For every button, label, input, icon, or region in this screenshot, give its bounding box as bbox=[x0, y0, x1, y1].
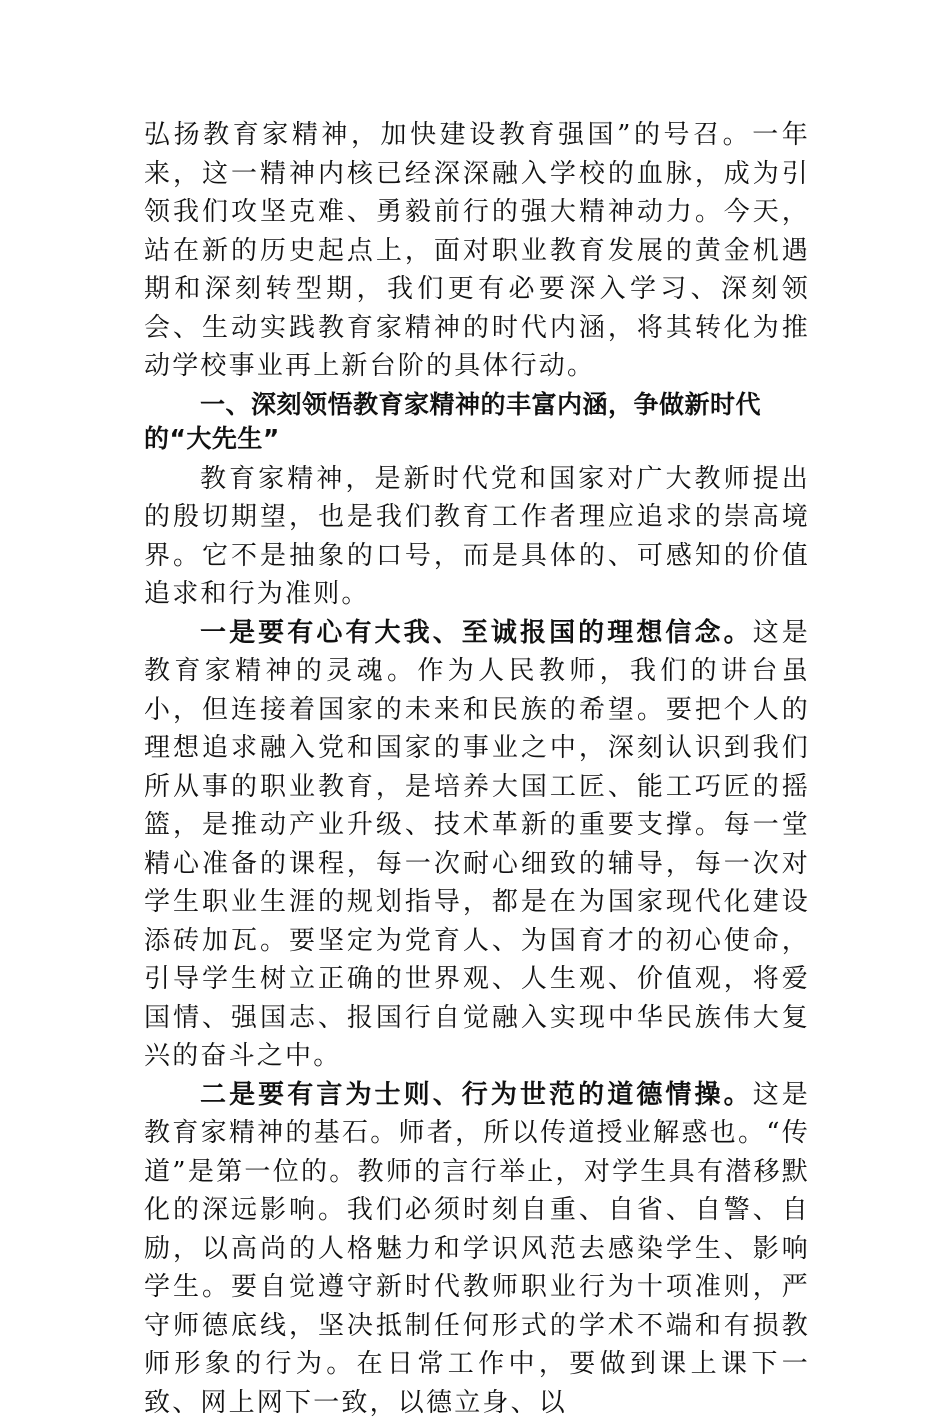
document-body bbox=[144, 116, 810, 1422]
paragraph-text: 这是教育家精神的灵魂。作为人民教师，我们的讲台虽小，但连接着国家的未来和民族的希望。要把个人的理想追求融入党和国家的事业之中，深刻认识到我们所从事的职业教育，是培养大国工匠、能工巧匠的摇篮，是推动产业升级、技术革新的重要支撑。每一堂精心准备的课程，每一次耐心细致的辅导，每一次对学生职业生涯的规划指导，都是在为国家现代化建设添砖加瓦。要坚定为党育人、为国育才的初心使命，引导学生树立正确的世界观、人生观、价值观，将爱国情、强国志、报国行自觉融入实现中华民族伟大复兴的奋斗之中。 bbox=[144, 618, 810, 1072]
paragraph-intro bbox=[144, 116, 810, 386]
section-heading bbox=[144, 386, 810, 460]
paragraph-text: 这是教育家精神的基石。师者，所以传道授业解惑也。“传道”是第一位的。教师的言行举止，对学生具有潜移默化的深远影响。我们必须时刻自重、自省、自警、自励，以高尚的人格魅力和学识风范去感染学生、影响学生。要自觉遵守新时代教师职业行为十项准则，严守师德底线，坚决抵制任何形式的学术不端和有损教师形象的行为。在日常工作中，要做到课上课下一致、网上网下一致，以德立身、以 bbox=[144, 1080, 810, 1418]
paragraph-text: 教育家精神，是新时代党和国家对广大教师提出的殷切期望，也是我们教育工作者理应追求的崇高境界。它不是抽象的口号，而是具体的、可感知的价值追求和行为准则。 bbox=[144, 464, 810, 610]
paragraph-lead: 二是要有言为士则、行为世范的道德情操。 bbox=[200, 1080, 753, 1110]
heading-text: 一、深刻领悟教育家精神的丰富内涵，争做新时代的“大先生” bbox=[144, 390, 761, 453]
paragraph-point-two bbox=[144, 1076, 810, 1422]
paragraph-lead: 一是要有心有大我、至诚报国的理想信念。 bbox=[200, 618, 753, 648]
paragraph-text: 弘扬教育家精神，加快建设教育强国”的号召。一年来，这一精神内核已经深深融入学校的血脉，成为引领我们攻坚克难、勇毅前行的强大精神动力。今天，站在新的历史起点上，面对职业教育发展的黄金机遇期和深刻转型期，我们更有必要深入学习、深刻领会、生动实践教育家精神的时代内涵，将其转化为推动学校事业再上新台阶的具体行动。 bbox=[144, 120, 810, 381]
paragraph-point-one bbox=[144, 614, 810, 1076]
paragraph-definition bbox=[144, 460, 810, 614]
